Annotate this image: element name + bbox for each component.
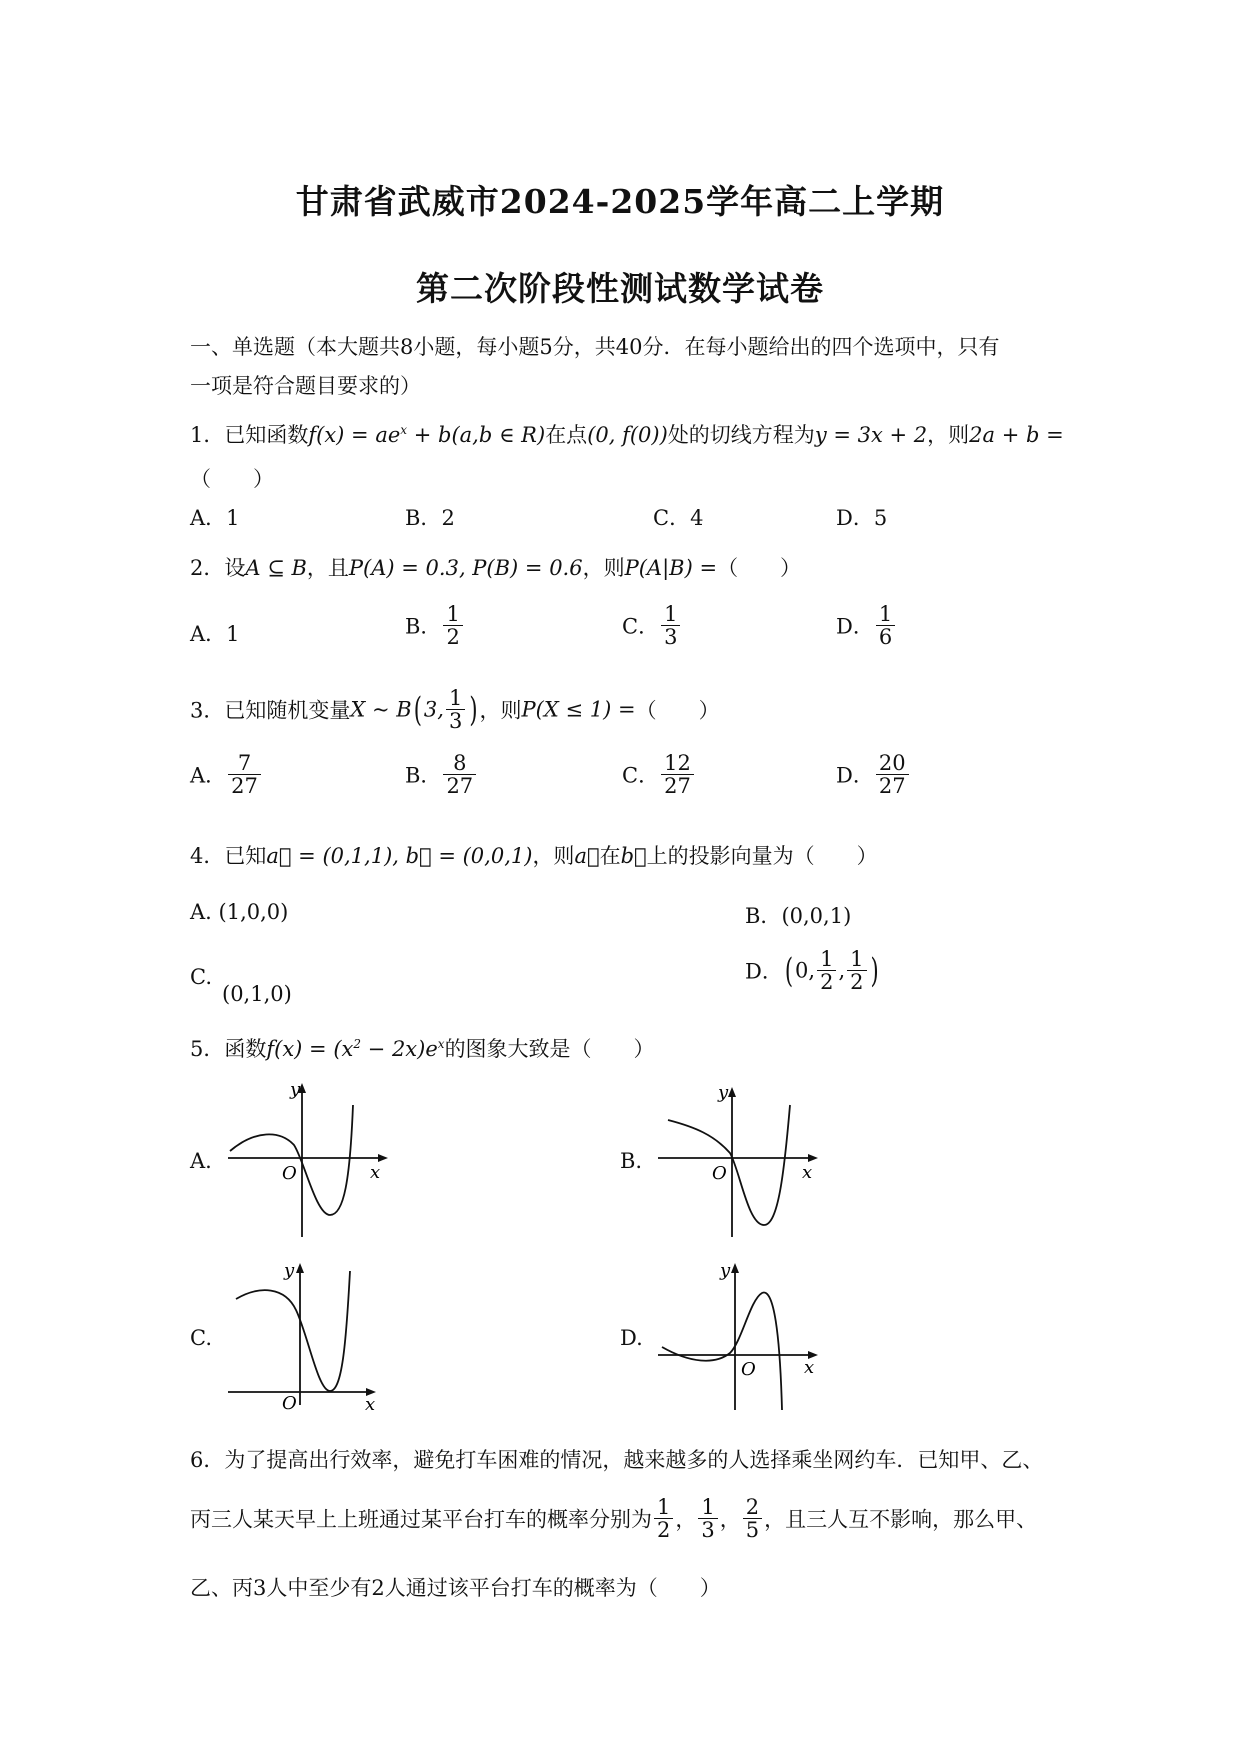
question-number: 4． (190, 844, 225, 868)
option-d: D．(0, $\frac{1}{2}$ , $\frac{1}{2}$ ) (745, 947, 879, 995)
exam-title-line2: 第二次阶段性测试数学试卷 (416, 269, 824, 308)
question-text: ，则 (582, 556, 625, 580)
question-text: 已知函数 (224, 423, 309, 447)
answer-blank: （ ） (717, 556, 802, 580)
fraction: $\frac{1}{2}$ (847, 948, 866, 993)
option-a: A．1 (190, 622, 240, 646)
answer-blank: （ ） (635, 698, 720, 723)
fraction: $\frac{8}{27}$ (443, 752, 476, 797)
question-4-stem (190, 840, 878, 870)
function-expression: $f(x) = (x^2 - 2x)e^x$ (266, 1037, 445, 1061)
option-d: D． $\frac{20}{27}$ (836, 752, 911, 797)
vector-b: b⃗ (620, 844, 647, 868)
question-text: ，则 (479, 698, 522, 723)
exam-title-line1: 甘肃省武威市2024-2025学年高二上学期 (295, 182, 945, 221)
x-axis-label: x (804, 1357, 815, 1378)
function-curve (668, 1105, 790, 1225)
fraction: $\frac{1}{2}$ (443, 603, 462, 648)
option-a: A．1 (190, 506, 240, 530)
y-axis-label: y (720, 1260, 731, 1281)
question-6-line1 (190, 1444, 1043, 1474)
vector-expression: a⃗ = (0,1,1), b⃗ = (0,0,1) (266, 844, 533, 868)
question-text: 丙三人某天早上上班通过某平台打车的概率分别为 (190, 1507, 652, 1532)
x-axis-label: x (802, 1162, 813, 1183)
question-number: 1． (190, 423, 225, 447)
option-c-label: C. (190, 965, 212, 989)
question-2-stem (190, 552, 801, 582)
graph-a (220, 1075, 400, 1245)
answer-blank: （ ） (190, 467, 274, 491)
question-text: 为了提高出行效率，避免打车困难的情况，越来越多的人选择乘坐网约车．已知甲、乙、 (224, 1448, 1044, 1472)
question-number: 2． (190, 556, 225, 580)
fraction: $\frac{12}{27}$ (661, 752, 694, 797)
y-axis-arrow (731, 1263, 739, 1273)
function-expression: $f(x) = ae^x + b(a,b$ ∈ R) (308, 423, 546, 447)
x-axis-arrow (378, 1154, 388, 1162)
question-text: 上的投影向量为（ ） (646, 844, 878, 868)
option-c: C． $\frac{1}{3}$ (622, 603, 682, 648)
question-text: 的图象大致是（ ） (444, 1037, 655, 1061)
question-text: ，则 (532, 844, 575, 868)
option-b: B．(0,0,1) (745, 904, 852, 928)
fraction: $\frac{2}{5}$ (743, 1496, 762, 1541)
section-header-line1: 一、单选题（本大题共8小题，每小题5分，共40分．在每小题给出的四个选项中，只有 (190, 335, 1000, 359)
function-curve (662, 1292, 782, 1410)
question-text: ，则 (927, 423, 970, 447)
question-5-stem (190, 1033, 655, 1063)
option-a: A. (1,0,0) (190, 900, 289, 924)
origin-label: O (282, 1393, 297, 1414)
question-text: 设 (224, 556, 246, 580)
fraction: $\frac{7}{27}$ (228, 752, 261, 797)
tangent-equation: y = 3x + 2 (814, 423, 928, 447)
fraction: $\frac{1}{2}$ (817, 948, 836, 993)
option-d: D． $\frac{1}{6}$ (836, 603, 897, 648)
vector-a: a⃗ (574, 844, 600, 868)
distribution-n: 3, (423, 697, 444, 722)
ask-expression: 2a + b = (969, 423, 1064, 447)
question-text: ，且 (306, 556, 349, 580)
fraction: $\frac{20}{27}$ (876, 752, 909, 797)
y-axis-arrow (296, 1263, 304, 1273)
probability-expression: P(A) = 0.3, P(B) = 0.6 (348, 556, 583, 580)
question-text: 在点 (545, 423, 588, 447)
option-b: B． $\frac{8}{27}$ (405, 752, 478, 797)
question-text: 函数 (224, 1037, 267, 1061)
question-number: 5． (190, 1037, 225, 1061)
y-axis-arrow (728, 1087, 736, 1097)
graph-c (220, 1255, 400, 1415)
x-axis-label: x (370, 1162, 381, 1183)
x-axis-label: x (365, 1394, 376, 1415)
question-text: ，且三人互不影响，那么甲、 (764, 1507, 1038, 1532)
option-c: C． $\frac{12}{27}$ (622, 752, 696, 797)
ask-expression: P(X ≤ 1) = (521, 697, 636, 722)
y-axis-label: y (290, 1079, 301, 1100)
x-axis-arrow (808, 1154, 818, 1162)
ask-expression: P(A|B) = (624, 556, 718, 580)
y-axis-label: y (718, 1082, 729, 1103)
question-text: 已知随机变量 (224, 698, 351, 723)
question-text: 在 (599, 844, 621, 868)
fraction: $\frac{1}{3}$ (698, 1496, 717, 1541)
option-a-label: A. (190, 1149, 212, 1173)
graph-b (650, 1075, 830, 1245)
function-curve (230, 1105, 353, 1215)
fraction: $\frac{1}{3}$ (661, 603, 680, 648)
distribution-expression: X ~ B (350, 697, 412, 722)
option-b: B．2 (405, 506, 455, 530)
fraction: $\frac{1}{2}$ (654, 1496, 673, 1541)
option-c: (0,1,0) (222, 982, 292, 1006)
origin-label: O (741, 1359, 756, 1380)
question-3-stem: 3．已知随机变量X ~ B(3, $\frac{1}{3}$ )，则P(X ≤ 1) =（ ） (190, 686, 720, 734)
section-header-line2: 一项是符合题目要求的） (190, 374, 421, 398)
subset-expression: A ⊆ B (245, 556, 307, 580)
option-b: B． $\frac{1}{2}$ (405, 603, 465, 648)
question-1-stem (190, 419, 1064, 449)
question-6-line2: 丙三人某天早上上班通过某平台打车的概率分别为 $\frac{1}{2}$ ， $\frac{1}{3}$ ， $\frac{2}{5}$ ，且三人互不影响，那么甲、 (190, 1495, 1038, 1543)
question-number: 6． (190, 1448, 225, 1472)
point-expression: (0, f(0)) (587, 423, 668, 447)
question-text: 已知 (224, 844, 267, 868)
graph-d (650, 1255, 850, 1415)
option-d-label: D. (620, 1326, 643, 1350)
option-d: D．5 (836, 506, 888, 530)
fraction: $\frac{1}{3}$ (446, 687, 465, 732)
question-6-line3: 乙、丙3人中至少有2人通过该平台打车的概率为（ ） (190, 1576, 721, 1600)
question-text: 处的切线方程为 (667, 423, 815, 447)
option-b-label: B. (620, 1149, 643, 1173)
option-c-label: C. (190, 1326, 212, 1350)
y-axis-label: y (284, 1260, 295, 1281)
option-c: C．4 (653, 506, 704, 530)
question-number: 3． (190, 698, 225, 723)
origin-label: O (282, 1163, 297, 1184)
option-a: A． $\frac{7}{27}$ (190, 752, 263, 797)
function-curve (236, 1271, 350, 1391)
origin-label: O (712, 1163, 727, 1184)
fraction: $\frac{1}{6}$ (876, 603, 895, 648)
